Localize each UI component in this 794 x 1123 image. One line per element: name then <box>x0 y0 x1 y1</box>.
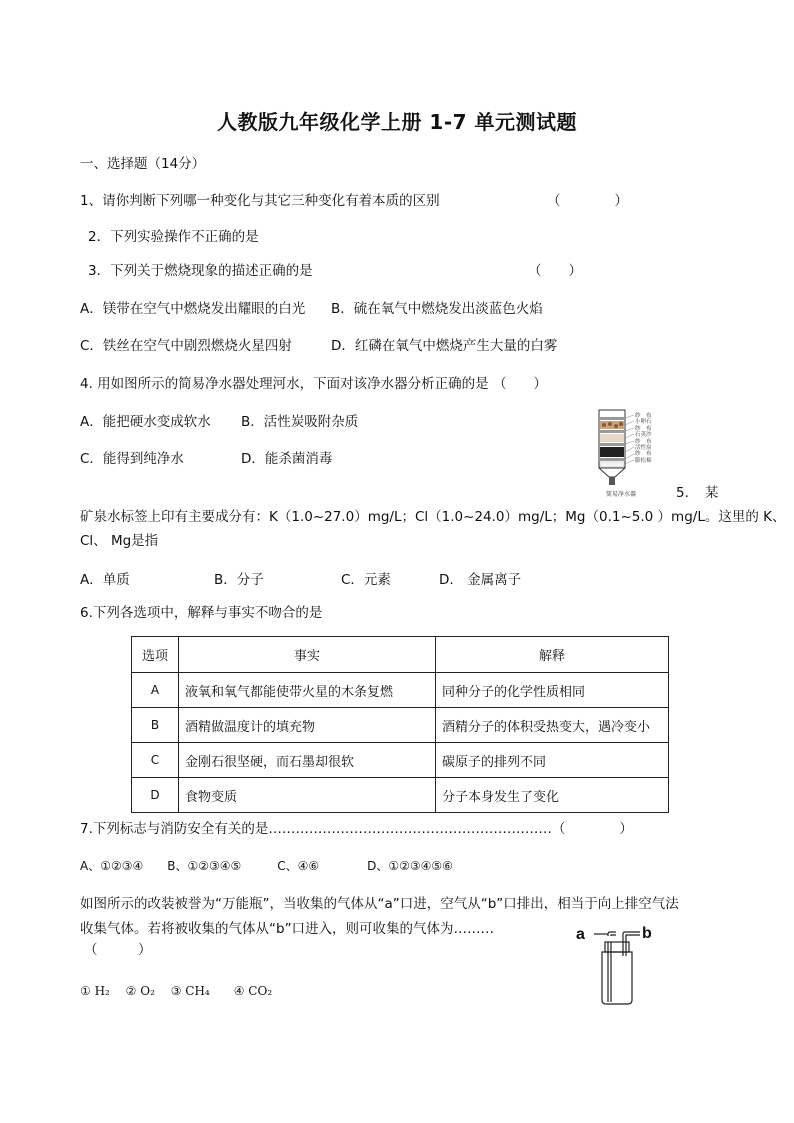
purifier-layer-label: 纱 布 <box>635 451 652 458</box>
question-4: 4. 用如图所示的简易净水器处理河水，下面对该净水器分析正确的是 （ ） <box>80 376 547 392</box>
question-7-options: A、①②③④ B、①②③④⑤ C、④⑥ D、①②③④⑤⑥ <box>80 859 453 873</box>
table-header: 选项 <box>132 637 179 673</box>
question-5-number: 5． 某 <box>676 485 719 501</box>
table-cell-reason: 同种分子的化学性质相同 <box>436 673 669 708</box>
purifier-layer-label: 膨松棉 <box>635 457 652 464</box>
purifier-layer-label: 纱 布 <box>635 438 652 445</box>
table-cell-option: C <box>132 743 179 778</box>
question-5-line-1: 矿泉水标签上印有主要成分有：K（1.0~27.0）mg/L；Cl（1.0~24.0）mg/L；Mg（0.1~5.0 ）mg/L。这里的 K、 <box>80 509 786 525</box>
purifier-layer-label: 纱 布 <box>635 425 652 432</box>
question-8-line-2: 收集气体。若将被收集的气体从“b”口进入，则可收集的气体为……… <box>80 921 495 937</box>
table-row <box>132 743 669 778</box>
purifier-layer-labels <box>635 413 652 464</box>
table-row <box>132 673 669 708</box>
table-cell-fact: 酒精做温度计的填充物 <box>179 708 436 743</box>
table-cell-fact: 金刚石很坚硬，而石墨却很软 <box>179 743 436 778</box>
section-heading: 一、选择题（14分） <box>80 156 206 172</box>
gas-bottle-figure <box>572 924 662 1006</box>
question-5-option-a: A．单质 <box>80 572 130 588</box>
question-8-line-1: 如图所示的改装被誉为“万能瓶”，当收集的气体从“a”口进，空气从“b”口排出，相当于向上排空气法 <box>80 896 679 912</box>
purifier-layer-label: 活性炭 <box>635 445 652 452</box>
table-cell-option: A <box>132 673 179 708</box>
question-8-bracket: （ ） <box>84 942 152 958</box>
question-3-option-c: C．铁丝在空气中剧烈燃烧火星四射 <box>80 338 292 354</box>
table-cell-option: D <box>132 778 179 813</box>
question-3-option-b: B．硫在氧气中燃烧发出淡蓝色火焰 <box>331 301 543 317</box>
question-4-option-d: D．能杀菌消毒 <box>241 451 333 467</box>
question-3-option-a: A．镁带在空气中燃烧发出耀眼的白光 <box>80 301 306 317</box>
purifier-caption: 简易净水器 <box>606 491 637 498</box>
question-5-option-b: B．分子 <box>214 572 264 588</box>
table-cell-fact: 食物变质 <box>179 778 436 813</box>
question-4-option-a: A．能把硬水变成软水 <box>80 414 211 430</box>
table-cell-reason: 酒精分子的体积受热变大，遇冷变小 <box>436 708 669 743</box>
water-purifier-icon <box>592 407 672 499</box>
bottle-label-a: a <box>576 926 585 943</box>
table-cell-fact: 液氧和氧气都能使带火星的木条复燃 <box>179 673 436 708</box>
question-3-bracket: （ ） <box>528 263 582 279</box>
table-header: 解释 <box>436 637 669 673</box>
question-1: 1、请你判断下列哪一种变化与其它三种变化有着本质的区别 <box>80 193 440 209</box>
table-cell-reason: 分子本身发生了变化 <box>436 778 669 813</box>
purifier-layer-label: 石英沙 <box>635 432 652 439</box>
question-7: 7.下列标志与消防安全有关的是………………………………………………………（ ） <box>80 821 633 837</box>
question-5-option-c: C．元素 <box>341 572 391 588</box>
question-6: 6.下列各选项中，解释与事实不吻合的是 <box>80 605 323 621</box>
question-8-gases: ① H₂ ② O₂ ③ CH₄ ④ CO₂ <box>80 984 273 998</box>
question-4-option-b: B．活性炭吸附杂质 <box>241 414 359 430</box>
page-title: 人教版九年级化学上册 1-7 单元测试题 <box>216 110 578 134</box>
purifier-layer-label: 小卵石 <box>635 419 652 426</box>
question-3-option-d: D．红磷在氧气中燃烧产生大量的白雾 <box>331 338 558 354</box>
question-2: 2．下列实验操作不正确的是 <box>88 229 259 245</box>
question-5-option-d: D. 金属离子 <box>439 572 522 588</box>
table-row <box>132 778 669 813</box>
bottle-label-b: b <box>642 925 652 942</box>
question-4-option-c: C．能得到纯净水 <box>80 451 184 467</box>
table-header-row <box>132 637 669 673</box>
facts-table <box>131 636 669 813</box>
table-cell-reason: 碳原子的排列不同 <box>436 743 669 778</box>
water-purifier-figure <box>592 407 672 499</box>
purifier-layer-label: 纱 布 <box>635 413 652 419</box>
question-3: 3．下列关于燃烧现象的描述正确的是 <box>88 263 313 279</box>
table-header: 事实 <box>179 637 436 673</box>
table-row <box>132 708 669 743</box>
question-1-bracket: （ ） <box>547 193 628 209</box>
question-5-line-2: Cl、 Mg是指 <box>80 533 159 549</box>
table-cell-option: B <box>132 708 179 743</box>
